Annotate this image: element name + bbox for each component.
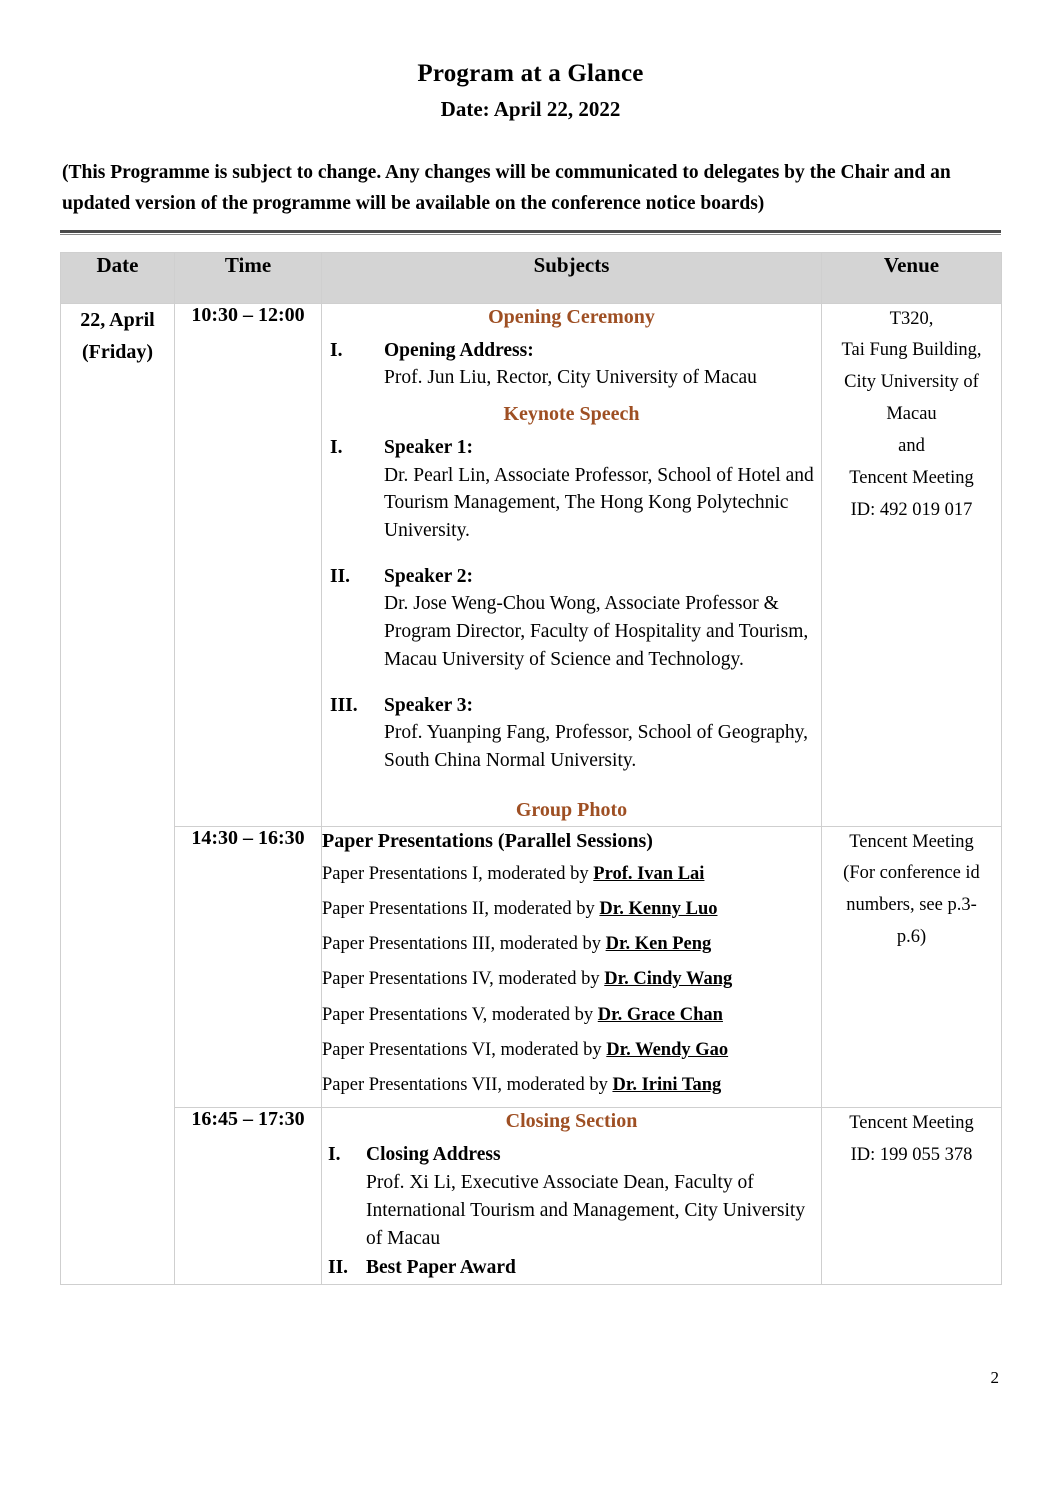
venue-line: (For conference id [843,863,980,884]
document-header [0,0,1061,123]
closing-section-heading: Closing Section [505,1110,638,1133]
presentation-moderator: Dr. Wendy Gao [606,1039,729,1060]
speaker-3-detail: Prof. Yuanping Fang, Professor, School of Geography, South China Normal University. [384,722,809,771]
list-item [322,1037,821,1063]
page-number: 2 [990,1368,999,1387]
venue-line: City University of [844,372,979,393]
speaker-1-label: Speaker 1: [384,437,474,459]
presentation-label: Paper Presentations V, moderated by [322,1004,598,1025]
speaker-3-label: Speaker 3: [384,694,474,716]
table-row [61,1108,1002,1284]
speaker-1-numeral: I. [330,437,343,459]
subjects-cell-opening [322,303,822,826]
presentation-label: Paper Presentations VII, moderated by [322,1075,613,1096]
list-item [322,1072,821,1098]
table-row [61,826,1002,1108]
opening-address-label: Opening Address: [384,339,534,361]
speaker-3-item [322,692,821,775]
closing-address-numeral: I. [328,1144,341,1166]
date-cell [61,303,175,1284]
closing-address-label: Closing Address [366,1144,501,1166]
time-cell-papers: 14:30 – 16:30 [175,826,322,1108]
presentation-moderator: Dr. Irini Tang [612,1075,722,1096]
program-table-container [60,252,1001,1285]
presentation-moderator: Dr. Grace Chan [597,1004,723,1025]
time-cell-opening: 10:30 – 12:00 [175,303,322,826]
speaker-2-item [322,563,821,674]
program-table [60,252,1002,1285]
presentation-label: Paper Presentations II, moderated by [322,898,600,919]
list-item [322,931,821,957]
presentation-moderator: Dr. Ken Peng [605,934,712,955]
list-item [322,861,821,887]
opening-address-item [322,337,821,392]
table-row [61,303,1002,826]
group-photo-heading: Group Photo [515,798,628,821]
venue-cell-opening [822,303,1002,826]
speaker-2-label: Speaker 2: [384,565,474,587]
speaker-2-detail: Dr. Jose Weng-Chou Wong, Associate Professor & Program Director, Faculty of Hospitality and Tourism, Macau University of Science and Technology. [384,593,809,670]
presentation-label: Paper Presentations I, moderated by [322,863,594,884]
list-item [322,896,821,922]
venue-cell-papers [822,826,1002,1108]
column-header-time: Time [175,252,322,303]
date-line-2: (Friday) [81,340,154,363]
header-divider [60,230,1001,235]
best-paper-award-label: Best Paper Award [366,1257,516,1279]
subjects-cell-closing [322,1108,822,1284]
venue-line: ID: 492 019 017 [850,499,973,520]
presentation-moderator: Dr. Kenny Luo [599,898,718,919]
venue-line: p.6) [896,927,927,948]
venue-line: Tencent Meeting [849,1113,974,1134]
closing-address-item [322,1141,821,1252]
best-paper-award-item [322,1254,821,1282]
opening-address-detail: Prof. Jun Liu, Rector, City University of Macau [384,367,757,389]
opening-ceremony-heading: Opening Ceremony [488,305,655,328]
venue-line: Macau [886,404,937,425]
table-body [61,303,1002,1284]
speaker-2-numeral: II. [330,565,351,587]
column-header-venue: Venue [822,252,1002,303]
venue-line: numbers, see p.3- [846,895,977,916]
opening-address-numeral: I. [330,339,343,361]
best-paper-award-numeral: II. [328,1257,349,1279]
list-item [322,1002,821,1028]
venue-cell-closing [822,1108,1002,1284]
list-item [322,966,821,992]
paper-presentations-title: Paper Presentations (Parallel Sessions) [322,829,653,852]
document-date: Date: April 22, 2022 [440,97,621,122]
venue-line: and [898,435,925,456]
venue-line: Tai Fung Building, [841,340,982,361]
column-header-date: Date [61,252,175,303]
venue-line: Tencent Meeting [849,467,974,488]
venue-line: ID: 199 055 378 [850,1145,973,1166]
speaker-3-numeral: III. [330,694,358,716]
presentation-moderator: Dr. Cindy Wang [604,969,733,990]
table-head [61,252,1002,303]
page-title: Program at a Glance [417,60,644,87]
subjects-cell-papers [322,826,822,1108]
presentation-label: Paper Presentations VI, moderated by [322,1039,607,1060]
programme-notice: (This Programme is subject to change. Any changes will be communicated to delegates by the Chair and an updated version of the programme will be available on the conference notice boards) [62,161,951,215]
keynote-speech-heading: Keynote Speech [503,403,640,426]
divider-thin-line [60,234,1001,235]
speaker-spacer-2 [322,676,821,692]
table-header-row [61,252,1002,303]
speaker-1-detail: Dr. Pearl Lin, Associate Professor, School of Hotel and Tourism Management, The Hong Kong Polytechnic University. [384,464,814,542]
venue-line: Tencent Meeting [849,831,974,852]
date-line-1: 22, April [80,308,155,331]
column-header-subjects: Subjects [322,252,822,303]
venue-line: T320, [889,308,934,329]
closing-address-detail: Prof. Xi Li, Executive Associate Dean, Faculty of International Tourism and Management, City University of Macau [366,1172,806,1249]
presentation-label: Paper Presentations III, moderated by [322,934,606,955]
speaker-1-item [322,434,821,545]
presentation-moderator: Prof. Ivan Lai [593,863,705,884]
presentation-label: Paper Presentations IV, moderated by [322,969,605,990]
speaker-spacer-1 [322,547,821,563]
time-cell-closing: 16:45 – 17:30 [175,1108,322,1284]
